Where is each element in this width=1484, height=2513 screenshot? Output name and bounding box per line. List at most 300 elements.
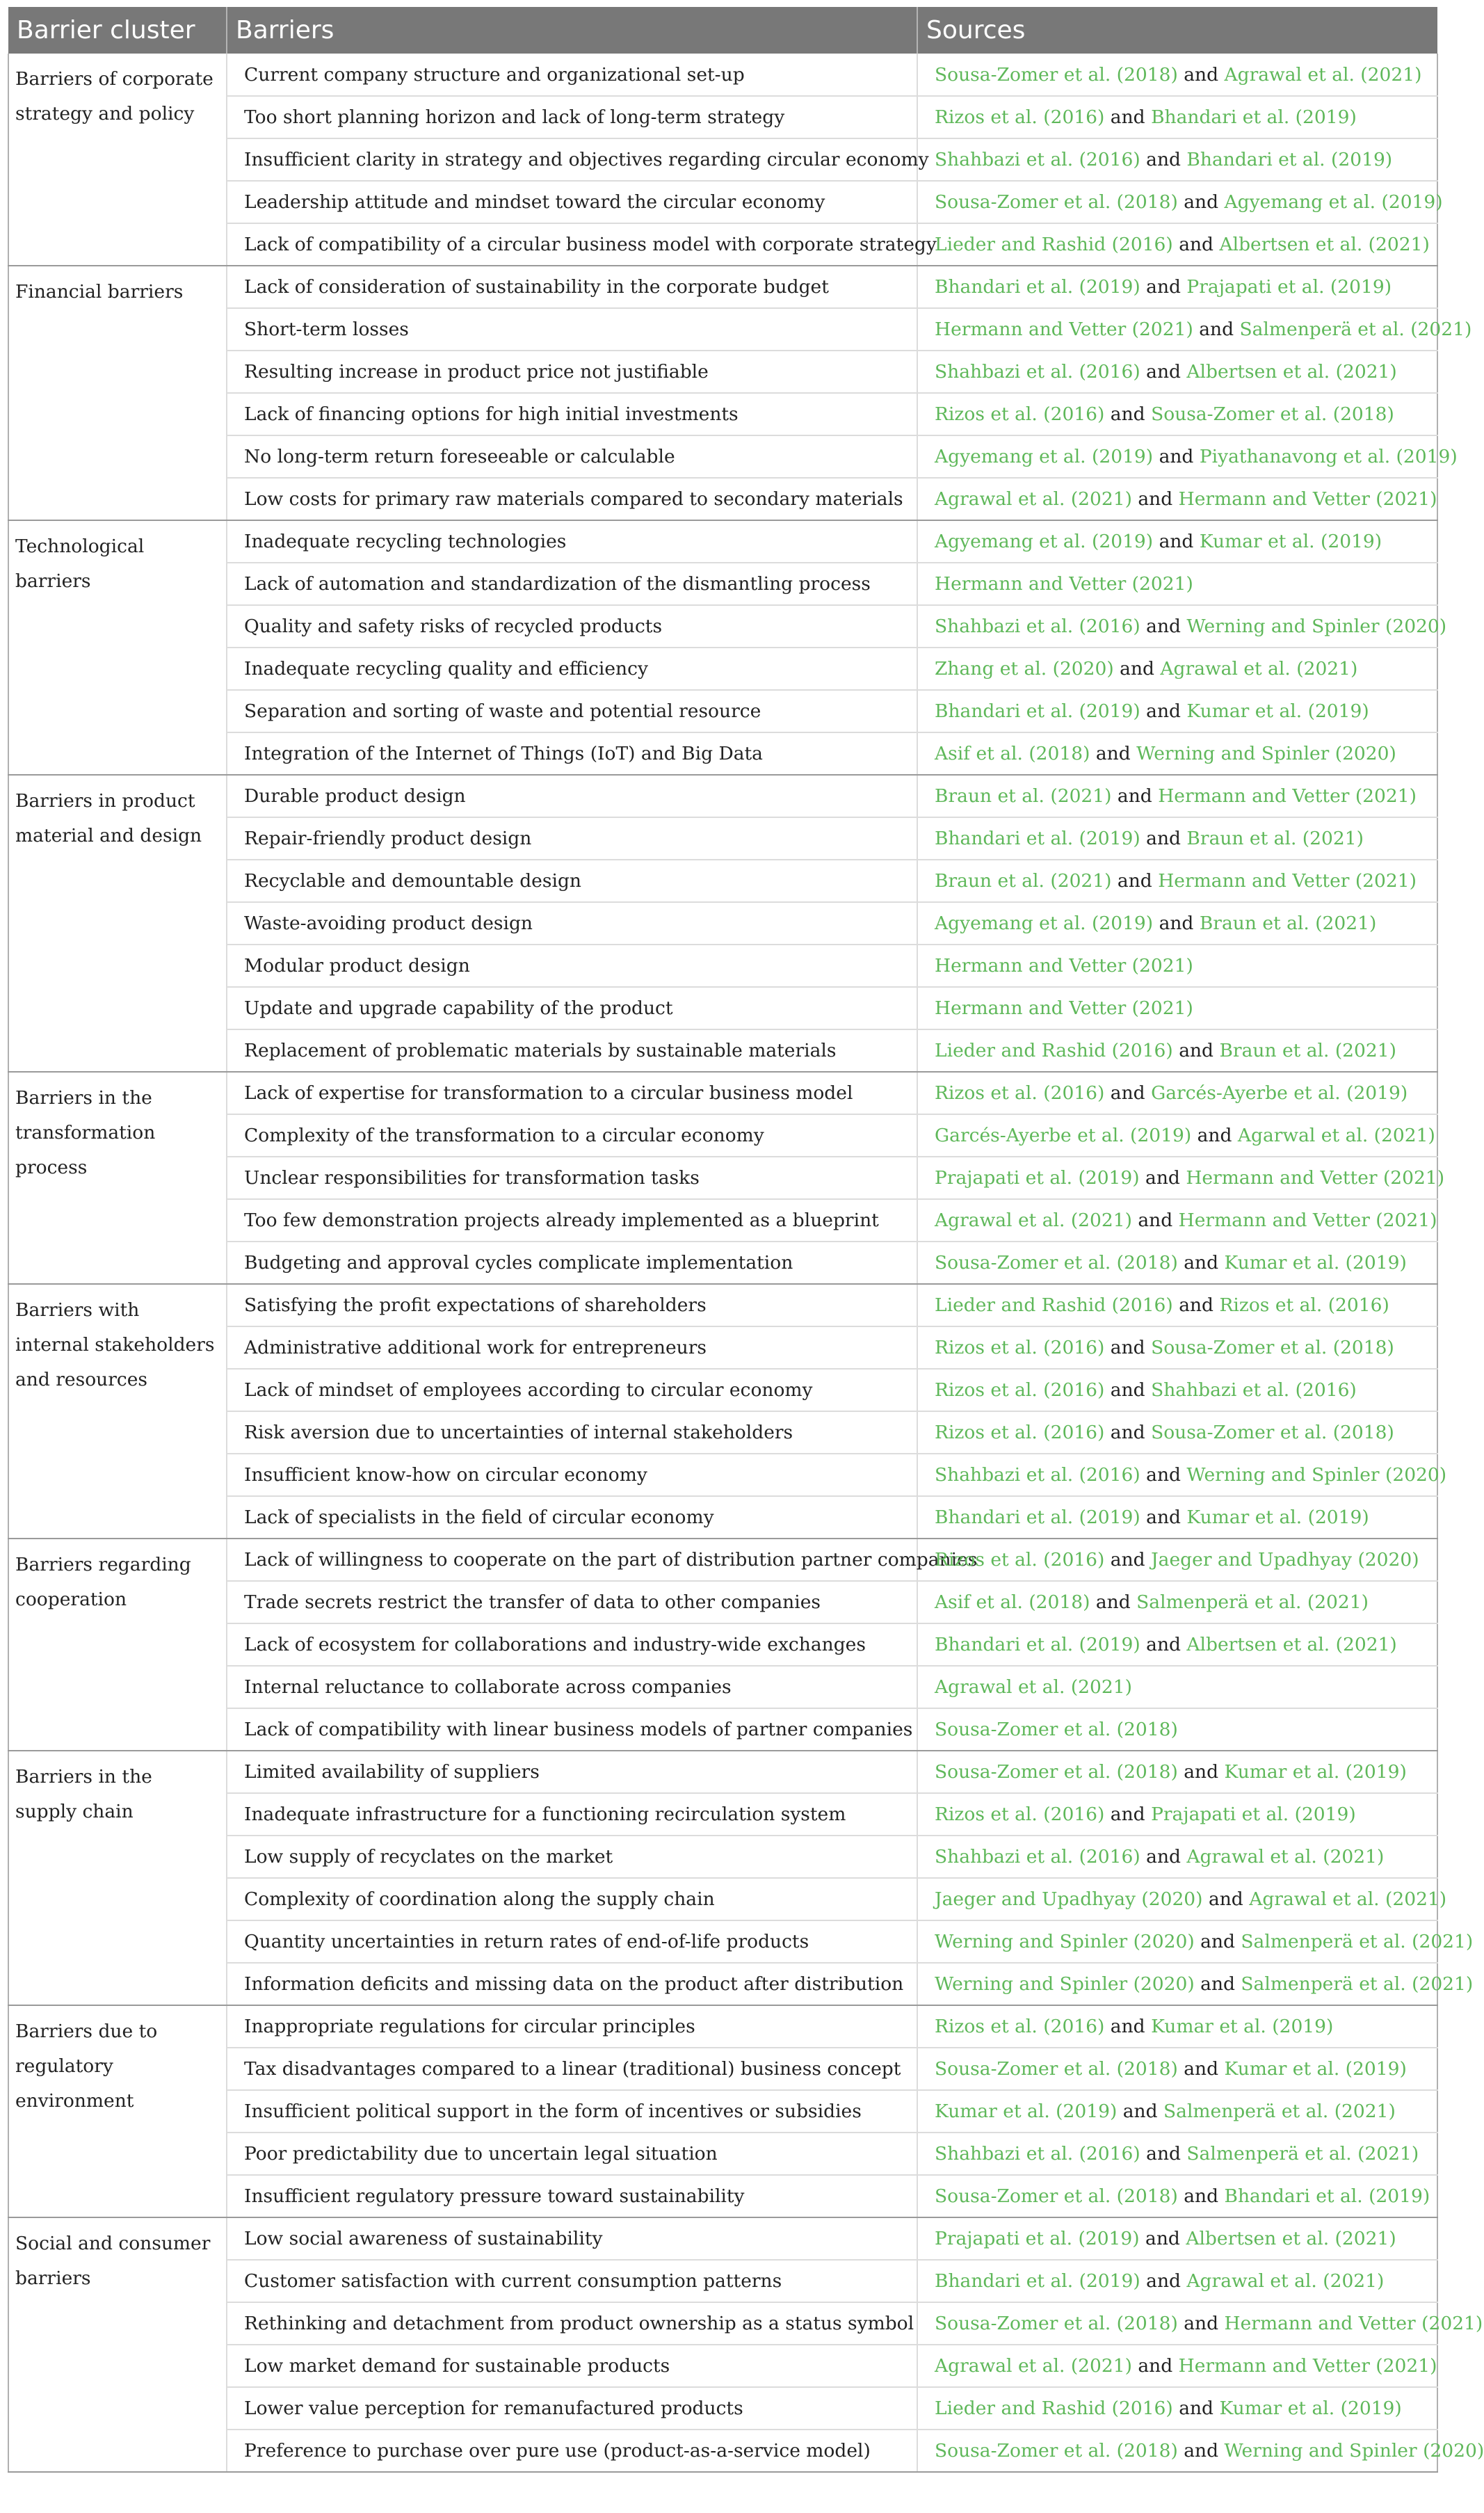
source-link[interactable]: Hermann and Vetter (2021) <box>1224 2313 1483 2334</box>
source-conjunction: and <box>1111 870 1159 892</box>
source-link[interactable]: Garcés-Ayerbe et al. (2019) <box>1151 1082 1408 1104</box>
source-link[interactable]: Albertsen et al. (2021) <box>1186 2228 1396 2249</box>
source-link[interactable]: Asif et al. (2018) <box>935 1591 1090 1613</box>
sources-cell <box>917 2217 1437 2260</box>
source-conjunction: and <box>1131 1210 1179 1231</box>
barrier-cell: Preference to purchase over pure use (product-as-a-service model) <box>227 2430 917 2472</box>
source-link[interactable]: Shahbazi et al. (2016) <box>935 1846 1140 1868</box>
source-link[interactable]: Braun et al. (2021) <box>935 870 1112 892</box>
sources-cell <box>917 987 1437 1029</box>
source-conjunction: and <box>1140 700 1187 722</box>
source-link[interactable]: Shahbazi et al. (2016) <box>935 616 1140 637</box>
header-barriers: Barriers <box>227 7 917 54</box>
sources-cell <box>917 2387 1437 2430</box>
header-row <box>8 7 1437 54</box>
barrier-cluster-cell: Barriers regarding cooperation <box>8 1539 227 1751</box>
barrier-cell: Unclear responsibilities for transformation tasks <box>227 1157 917 1199</box>
source-link[interactable]: Lieder and Rashid (2016) <box>935 2398 1173 2419</box>
source-conjunction: and <box>1153 913 1200 934</box>
barrier-cell: Repair-friendly product design <box>227 817 917 860</box>
source-link[interactable]: Agrawal et al. (2021) <box>1249 1888 1447 1910</box>
source-link[interactable]: Agyemang et al. (2019) <box>935 913 1154 934</box>
sources-cell <box>917 266 1437 308</box>
source-link[interactable]: Werning and Spinler (2020) <box>935 1973 1195 1995</box>
source-link[interactable]: Rizos et al. (2016) <box>935 1337 1105 1358</box>
barrier-cell: Durable product design <box>227 775 917 817</box>
sources-cell <box>917 520 1437 563</box>
source-link[interactable]: Jaeger and Upadhyay (2020) <box>1151 1549 1419 1571</box>
source-link[interactable]: Braun et al. (2021) <box>1199 913 1377 934</box>
source-link[interactable]: Bhandari et al. (2019) <box>1186 149 1393 170</box>
source-link[interactable]: Agrawal et al. (2021) <box>935 2355 1132 2377</box>
source-link[interactable]: Prajapati et al. (2019) <box>1186 276 1392 298</box>
barrier-cluster-cell: Barriers in product material and design <box>8 775 227 1072</box>
barrier-cluster-cell: Social and consumer barriers <box>8 2217 227 2472</box>
source-conjunction: and <box>1104 403 1152 425</box>
sources-cell <box>917 1454 1447 1496</box>
source-conjunction: and <box>1090 743 1137 764</box>
barrier-cell: Inadequate infrastructure for a functioning recirculation system <box>227 1793 917 1836</box>
source-link[interactable]: Braun et al. (2021) <box>1219 1040 1396 1061</box>
barrier-cluster-cell: Barriers in the supply chain <box>8 1751 227 2005</box>
source-conjunction: and <box>1104 1337 1152 1358</box>
barrier-cell: Too short planning horizon and lack of long-term strategy <box>227 96 917 138</box>
source-link[interactable]: Agrawal et al. (2021) <box>1224 63 1422 86</box>
source-link[interactable]: Agrawal et al. (2021) <box>1186 1846 1385 1868</box>
source-link[interactable]: Jaeger and Upadhyay (2020) <box>935 1888 1203 1910</box>
barrier-cell: Lack of expertise for transformation to a circular business model <box>227 1072 917 1114</box>
source-conjunction: and <box>1177 63 1225 86</box>
source-link[interactable]: Sousa-Zomer et al. (2018) <box>1151 1422 1394 1443</box>
sources-cell <box>917 351 1437 393</box>
sources-cell <box>917 223 1437 266</box>
source-link[interactable]: Kumar et al. (2019) <box>1224 1252 1407 1274</box>
source-conjunction: and <box>1104 1804 1152 1825</box>
source-link[interactable]: Salmenperä et al. (2021) <box>1241 1931 1474 1952</box>
barrier-cell: Complexity of the transformation to a circular economy <box>227 1114 917 1157</box>
source-link[interactable]: Hermann and Vetter (2021) <box>935 573 1193 595</box>
source-link[interactable]: Kumar et al. (2019) <box>935 2101 1118 2122</box>
source-link[interactable]: Sousa-Zomer et al. (2018) <box>935 1761 1178 1783</box>
barrier-cluster-cell: Barriers in the transformation process <box>8 1072 227 1284</box>
header-sources: Sources <box>917 7 1437 54</box>
source-conjunction: and <box>1131 488 1179 510</box>
source-conjunction: and <box>1194 1931 1241 1952</box>
source-conjunction: and <box>1140 828 1187 849</box>
source-link[interactable]: Garcés-Ayerbe et al. (2019) <box>935 1125 1192 1146</box>
source-conjunction: and <box>1104 1422 1152 1443</box>
barrier-cell: Update and upgrade capability of the product <box>227 987 917 1029</box>
source-link[interactable]: Agarwal et al. (2021) <box>1237 1125 1435 1146</box>
table-row <box>8 775 1437 817</box>
source-conjunction: and <box>1117 2101 1163 2122</box>
source-link[interactable]: Kumar et al. (2019) <box>1186 1507 1369 1528</box>
source-link[interactable]: Sousa-Zomer et al. (2018) <box>935 1252 1178 1274</box>
source-conjunction: and <box>1202 1888 1250 1910</box>
source-link[interactable]: Hermann and Vetter (2021) <box>935 955 1193 977</box>
source-link[interactable]: Agrawal et al. (2021) <box>935 488 1132 510</box>
source-link[interactable]: Rizos et al. (2016) <box>935 2016 1105 2037</box>
source-link[interactable]: Kumar et al. (2019) <box>1151 2016 1334 2037</box>
source-link[interactable]: Hermann and Vetter (2021) <box>1178 1210 1437 1231</box>
source-link[interactable]: Bhandari et al. (2019) <box>1224 2185 1430 2207</box>
source-conjunction: and <box>1104 1379 1152 1401</box>
barrier-cell: Internal reluctance to collaborate across companies <box>227 1666 917 1708</box>
sources-cell <box>917 1623 1437 1666</box>
source-link[interactable]: Agyemang et al. (2019) <box>935 531 1154 552</box>
barrier-cell: Insufficient political support in the form of incentives or subsidies <box>227 2090 917 2133</box>
sources-cell <box>917 1920 1474 1963</box>
sources-cell <box>917 478 1437 520</box>
sources-cell <box>917 1708 1437 1751</box>
barrier-cell: Trade secrets restrict the transfer of data to other companies <box>227 1581 917 1623</box>
source-link[interactable]: Agyemang et al. (2019) <box>935 446 1154 467</box>
source-conjunction: and <box>1177 191 1225 213</box>
source-conjunction: and <box>1177 1761 1225 1783</box>
sources-cell <box>917 1751 1437 1793</box>
source-conjunction: and <box>1140 1846 1187 1868</box>
barrier-cell: Satisfying the profit expectations of shareholders <box>227 1284 917 1326</box>
sources-cell <box>917 1793 1437 1836</box>
source-conjunction: and <box>1153 446 1200 467</box>
source-link[interactable]: Kumar et al. (2019) <box>1224 1761 1407 1783</box>
barrier-cell: Inadequate recycling quality and efficiency <box>227 648 917 690</box>
source-conjunction: and <box>1140 1464 1187 1486</box>
source-conjunction: and <box>1140 2143 1187 2165</box>
barrier-cell: Administrative additional work for entrepreneurs <box>227 1326 917 1369</box>
source-conjunction: and <box>1177 2058 1225 2080</box>
sources-cell <box>917 1284 1437 1326</box>
table-row <box>8 2217 1437 2260</box>
barrier-cell: Lack of automation and standardization of the dismantling process <box>227 563 917 605</box>
barrier-cell: Poor predictability due to uncertain legal situation <box>227 2133 917 2175</box>
source-conjunction: and <box>1172 1040 1220 1061</box>
source-link[interactable]: Agyemang et al. (2019) <box>1224 191 1443 213</box>
sources-cell <box>917 2133 1437 2175</box>
source-link[interactable]: Prajapati et al. (2019) <box>935 1167 1140 1189</box>
barrier-cell: Lack of willingness to cooperate on the part of distribution partner companies <box>227 1539 917 1581</box>
source-link[interactable]: Salmenperä et al. (2021) <box>1163 2101 1396 2122</box>
source-link[interactable]: Prajapati et al. (2019) <box>1151 1804 1356 1825</box>
source-conjunction: and <box>1111 785 1159 807</box>
sources-cell <box>917 1836 1437 1878</box>
sources-cell <box>917 1539 1437 1581</box>
source-conjunction: and <box>1140 1634 1187 1655</box>
barrier-cell: Resulting increase in product price not justifiable <box>227 351 917 393</box>
source-link[interactable]: Agrawal et al. (2021) <box>1186 2270 1385 2292</box>
source-link[interactable]: Sousa-Zomer et al. (2018) <box>1151 1337 1394 1358</box>
source-link[interactable]: Werning and Spinler (2020) <box>935 1931 1195 1952</box>
source-conjunction: and <box>1140 276 1187 298</box>
source-conjunction: and <box>1140 2270 1187 2292</box>
sources-cell <box>917 1878 1447 1920</box>
source-link[interactable]: Hermann and Vetter (2021) <box>1178 2355 1437 2377</box>
sources-cell <box>917 1369 1437 1411</box>
source-link[interactable]: Hermann and Vetter (2021) <box>935 319 1193 340</box>
sources-cell <box>917 2175 1437 2217</box>
source-link[interactable]: Rizos et al. (2016) <box>935 106 1105 128</box>
source-link[interactable]: Albertsen et al. (2021) <box>1186 1634 1397 1655</box>
source-link[interactable]: Asif et al. (2018) <box>935 743 1090 764</box>
barrier-cell: Inappropriate regulations for circular principles <box>227 2005 917 2048</box>
barrier-cell: Lower value perception for remanufactured products <box>227 2387 917 2430</box>
source-link[interactable]: Kumar et al. (2019) <box>1186 700 1369 722</box>
sources-cell <box>917 54 1437 96</box>
barrier-cell: Lack of financing options for high initial investments <box>227 393 917 435</box>
header-barrier-cluster: Barrier cluster <box>8 7 227 54</box>
sources-cell <box>917 1029 1437 1072</box>
barrier-cell: Low costs for primary raw materials compared to secondary materials <box>227 478 917 520</box>
barrier-cluster-cell: Financial barriers <box>8 266 227 520</box>
barrier-cell: Short-term losses <box>227 308 917 351</box>
source-link[interactable]: Bhandari et al. (2019) <box>935 276 1140 298</box>
source-link[interactable]: Salmenperä et al. (2021) <box>1241 1973 1474 1995</box>
barrier-cell: Current company structure and organizational set-up <box>227 54 917 96</box>
barrier-cluster-cell: Barriers of corporate strategy and policy <box>8 54 227 266</box>
sources-cell <box>917 2005 1437 2048</box>
source-link[interactable]: Sousa-Zomer et al. (2018) <box>935 2058 1178 2080</box>
source-link[interactable]: Bhandari et al. (2019) <box>935 2270 1140 2292</box>
source-conjunction: and <box>1104 2016 1152 2037</box>
sources-cell <box>917 138 1437 181</box>
table-row <box>8 54 1437 96</box>
source-link[interactable]: Prajapati et al. (2019) <box>935 2228 1140 2249</box>
source-conjunction: and <box>1193 319 1240 340</box>
barrier-cell: Low supply of recyclates on the market <box>227 1836 917 1878</box>
barrier-cell: Low market demand for sustainable products <box>227 2345 917 2387</box>
source-conjunction: and <box>1177 2185 1225 2207</box>
sources-cell <box>917 1666 1437 1708</box>
source-link[interactable]: Sousa-Zomer et al. (2018) <box>935 2185 1178 2207</box>
table-row <box>8 1539 1437 1581</box>
barrier-cell: Risk aversion due to uncertainties of internal stakeholders <box>227 1411 917 1454</box>
barrier-cell: Quantity uncertainties in return rates of end-of-life products <box>227 1920 917 1963</box>
barrier-cell: Lack of mindset of employees according to circular economy <box>227 1369 917 1411</box>
source-conjunction: and <box>1172 1294 1220 1316</box>
sources-cell <box>917 393 1437 435</box>
source-link[interactable]: Salmenperä et al. (2021) <box>1239 319 1472 340</box>
source-conjunction: and <box>1140 616 1187 637</box>
source-conjunction: and <box>1104 1549 1152 1571</box>
source-link[interactable]: Lieder and Rashid (2016) <box>935 1040 1173 1061</box>
source-link[interactable]: Shahbazi et al. (2016) <box>935 1464 1140 1486</box>
source-link[interactable]: Kumar et al. (2019) <box>1219 2398 1402 2419</box>
source-link[interactable]: Agrawal et al. (2021) <box>935 1210 1132 1231</box>
sources-cell <box>917 1326 1437 1369</box>
source-conjunction: and <box>1177 2440 1225 2462</box>
barrier-cell: Too few demonstration projects already implemented as a blueprint <box>227 1199 917 1242</box>
source-link[interactable]: Hermann and Vetter (2021) <box>1178 488 1437 510</box>
barrier-cell: Tax disadvantages compared to a linear (traditional) business concept <box>227 2048 917 2090</box>
sources-cell <box>917 1199 1437 1242</box>
source-conjunction: and <box>1194 1973 1241 1995</box>
source-conjunction: and <box>1140 1507 1187 1528</box>
barrier-cell: Quality and safety risks of recycled products <box>227 605 917 648</box>
source-link[interactable]: Lieder and Rashid (2016) <box>935 1294 1173 1316</box>
source-link[interactable]: Rizos et al. (2016) <box>935 403 1105 425</box>
source-link[interactable]: Werning and Spinler (2020) <box>1136 743 1396 764</box>
source-link[interactable]: Shahbazi et al. (2016) <box>935 149 1140 170</box>
barrier-cell: Lack of compatibility of a circular business model with corporate strategy <box>227 223 917 266</box>
source-conjunction: and <box>1172 234 1220 255</box>
table-row <box>8 266 1437 308</box>
source-link[interactable]: Sousa-Zomer et al. (2018) <box>935 2313 1178 2334</box>
source-link[interactable]: Shahbazi et al. (2016) <box>1151 1379 1357 1401</box>
source-link[interactable]: Kumar et al. (2019) <box>1224 2058 1407 2080</box>
source-conjunction: and <box>1131 2355 1179 2377</box>
source-link[interactable]: Rizos et al. (2016) <box>935 1422 1105 1443</box>
source-conjunction: and <box>1177 2313 1225 2334</box>
source-link[interactable]: Hermann and Vetter (2021) <box>935 997 1193 1019</box>
source-link[interactable]: Shahbazi et al. (2016) <box>935 361 1140 383</box>
source-link[interactable]: Werning and Spinler (2020) <box>1224 2440 1484 2462</box>
source-link[interactable]: Braun et al. (2021) <box>1186 828 1364 849</box>
source-conjunction: and <box>1140 361 1187 383</box>
barrier-cell: Recyclable and demountable design <box>227 860 917 902</box>
table-row <box>8 1284 1437 1326</box>
sources-cell <box>917 775 1437 817</box>
source-link[interactable]: Salmenperä et al. (2021) <box>1186 2143 1419 2165</box>
barrier-cell: Replacement of problematic materials by sustainable materials <box>227 1029 917 1072</box>
sources-cell <box>917 2090 1437 2133</box>
source-link[interactable]: Rizos et al. (2016) <box>1219 1294 1389 1316</box>
table-row <box>8 1751 1437 1793</box>
barrier-cell: Inadequate recycling technologies <box>227 520 917 563</box>
source-conjunction: and <box>1113 658 1161 680</box>
sources-cell <box>917 1114 1437 1157</box>
source-link[interactable]: Lieder and Rashid (2016) <box>935 234 1173 255</box>
barrier-cell: Lack of specialists in the field of circular economy <box>227 1496 917 1539</box>
source-link[interactable]: Bhandari et al. (2019) <box>935 1507 1140 1528</box>
source-link[interactable]: Rizos et al. (2016) <box>935 1804 1105 1825</box>
barrier-cell: Customer satisfaction with current consumption patterns <box>227 2260 917 2302</box>
barrier-cell: Insufficient clarity in strategy and objectives regarding circular economy <box>227 138 917 181</box>
sources-cell <box>917 2430 1484 2472</box>
source-link[interactable]: Werning and Spinler (2020) <box>1186 616 1447 637</box>
sources-cell <box>917 1963 1474 2005</box>
source-link[interactable]: Sousa-Zomer et al. (2018) <box>935 63 1178 86</box>
sources-cell <box>917 2302 1483 2345</box>
source-link[interactable]: Sousa-Zomer et al. (2018) <box>935 2440 1178 2462</box>
source-link[interactable]: Werning and Spinler (2020) <box>1186 1464 1447 1486</box>
barrier-cell: Separation and sorting of waste and potential resource <box>227 690 917 732</box>
sources-cell <box>917 732 1437 775</box>
barrier-cell: Budgeting and approval cycles complicate implementation <box>227 1242 917 1284</box>
barrier-cell: Limited availability of suppliers <box>227 1751 917 1793</box>
source-link[interactable]: Sousa-Zomer et al. (2018) <box>935 191 1178 213</box>
source-link[interactable]: Sousa-Zomer et al. (2018) <box>1151 403 1394 425</box>
barrier-cell: Insufficient know-how on circular economy <box>227 1454 917 1496</box>
source-conjunction: and <box>1177 1252 1225 1274</box>
source-conjunction: and <box>1104 1082 1152 1104</box>
source-link[interactable]: Rizos et al. (2016) <box>935 1549 1105 1571</box>
source-link[interactable]: Bhandari et al. (2019) <box>935 828 1140 849</box>
sources-cell <box>917 563 1437 605</box>
sources-cell <box>917 181 1443 223</box>
sources-cell <box>917 2345 1437 2387</box>
source-link[interactable]: Bhandari et al. (2019) <box>935 1634 1140 1655</box>
barrier-cell: Information deficits and missing data on the product after distribution <box>227 1963 917 2005</box>
barrier-cell: Modular product design <box>227 945 917 987</box>
table-row <box>8 1072 1437 1114</box>
source-conjunction: and <box>1104 106 1152 128</box>
sources-cell <box>917 2260 1437 2302</box>
barrier-cell: No long-term return foreseeable or calculable <box>227 435 917 478</box>
barrier-cell: Low social awareness of sustainability <box>227 2217 917 2260</box>
sources-cell <box>917 2048 1437 2090</box>
source-link[interactable]: Hermann and Vetter (2021) <box>1158 785 1417 807</box>
table-header <box>8 7 1437 54</box>
barrier-cluster-cell: Technological barriers <box>8 520 227 775</box>
barrier-cell: Integration of the Internet of Things (IoT) and Big Data <box>227 732 917 775</box>
source-link[interactable]: Salmenperä et al. (2021) <box>1136 1591 1369 1613</box>
source-link[interactable]: Zhang et al. (2020) <box>935 658 1114 680</box>
source-conjunction: and <box>1191 1125 1238 1146</box>
sources-cell <box>917 1157 1445 1199</box>
sources-cell <box>917 902 1437 945</box>
source-link[interactable]: Kumar et al. (2019) <box>1199 531 1382 552</box>
barrier-cell: Lack of consideration of sustainability in the corporate budget <box>227 266 917 308</box>
table-row <box>8 2005 1437 2048</box>
barrier-cell: Lack of compatibility with linear business models of partner companies <box>227 1708 917 1751</box>
source-link[interactable]: Bhandari et al. (2019) <box>1151 106 1357 128</box>
source-conjunction: and <box>1172 2398 1220 2419</box>
barrier-cluster-cell: Barriers with internal stakeholders and resources <box>8 1284 227 1539</box>
source-link[interactable]: Rizos et al. (2016) <box>935 1379 1105 1401</box>
sources-cell <box>917 945 1437 987</box>
source-link[interactable]: Shahbazi et al. (2016) <box>935 2143 1140 2165</box>
table-row <box>8 520 1437 563</box>
source-link[interactable]: Hermann and Vetter (2021) <box>1186 1167 1445 1189</box>
source-conjunction: and <box>1140 149 1187 170</box>
source-link[interactable]: Albertsen et al. (2021) <box>1186 361 1397 383</box>
sources-cell <box>917 308 1472 351</box>
sources-cell <box>917 817 1437 860</box>
source-link[interactable]: Sousa-Zomer et al. (2018) <box>935 1719 1178 1740</box>
source-link[interactable]: Agrawal et al. (2021) <box>935 1676 1132 1698</box>
barrier-cell: Complexity of coordination along the supply chain <box>227 1878 917 1920</box>
table-body <box>8 54 1484 2472</box>
barrier-cluster-cell: Barriers due to regulatory environment <box>8 2005 227 2217</box>
sources-cell <box>917 1072 1437 1114</box>
sources-cell <box>917 1242 1437 1284</box>
source-link[interactable]: Bhandari et al. (2019) <box>935 700 1140 722</box>
sources-cell <box>917 1411 1437 1454</box>
source-link[interactable]: Piyathanavong et al. (2019) <box>1199 446 1458 467</box>
source-link[interactable]: Hermann and Vetter (2021) <box>1158 870 1417 892</box>
barrier-cell: Leadership attitude and mindset toward the circular economy <box>227 181 917 223</box>
source-link[interactable]: Braun et al. (2021) <box>935 785 1112 807</box>
barrier-cell: Lack of ecosystem for collaborations and industry-wide exchanges <box>227 1623 917 1666</box>
sources-cell <box>917 96 1437 138</box>
source-conjunction: and <box>1139 1167 1186 1189</box>
barrier-cell: Rethinking and detachment from product ownership as a status symbol <box>227 2302 917 2345</box>
source-link[interactable]: Rizos et al. (2016) <box>935 1082 1105 1104</box>
sources-cell <box>917 1581 1437 1623</box>
barriers-table <box>8 7 1484 2473</box>
sources-cell <box>917 435 1458 478</box>
source-conjunction: and <box>1139 2228 1186 2249</box>
sources-cell <box>917 648 1437 690</box>
source-link[interactable]: Albertsen et al. (2021) <box>1219 234 1430 255</box>
barrier-cell: Waste-avoiding product design <box>227 902 917 945</box>
source-conjunction: and <box>1090 1591 1137 1613</box>
sources-cell <box>917 605 1447 648</box>
sources-cell <box>917 690 1437 732</box>
source-link[interactable]: Agrawal et al. (2021) <box>1160 658 1358 680</box>
sources-cell <box>917 860 1437 902</box>
barrier-cell: Insufficient regulatory pressure toward sustainability <box>227 2175 917 2217</box>
